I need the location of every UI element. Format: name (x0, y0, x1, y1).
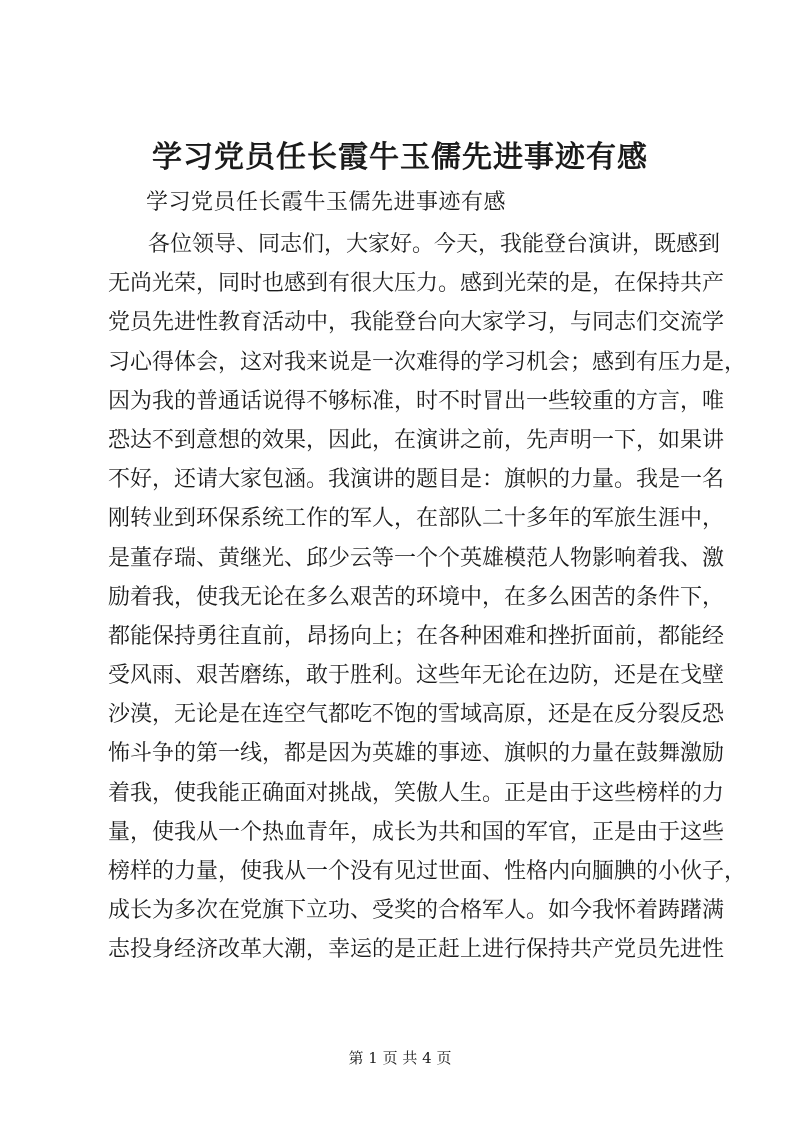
document-subtitle: 学习党员任长霞牛玉儒先进事迹有感 (146, 190, 507, 215)
text-line: 都能保持勇往直前，昂扬向上；在各种困难和挫折面前，都能经 (108, 623, 725, 649)
text-line: 是董存瑞、黄继光、邱少云等一个个英雄模范人物影响着我、激 (108, 545, 725, 571)
text-line: 着我，使我能正确面对挑战，笑傲人生。正是由于这些榜样的力 (108, 780, 725, 806)
text-line: 刚转业到环保系统工作的军人，在部队二十多年的军旅生涯中， (108, 506, 725, 532)
text-line: 不好，还请大家包涵。我演讲的题目是：旗帜的力量。我是一名 (108, 467, 725, 493)
text-line: 无尚光荣，同时也感到有很大压力。感到光荣的是，在保持共产 (108, 271, 725, 297)
text-line: 成长为多次在党旗下立功、受奖的合格军人。如今我怀着踌躇满 (108, 898, 725, 924)
text-line: 励着我，使我无论在多么艰苦的环境中，在多么困苦的条件下， (108, 584, 725, 610)
text-line: 因为我的普通话说得不够标准，时不时冒出一些较重的方言，唯 (108, 388, 725, 414)
text-line: 党员先进性教育活动中，我能登台向大家学习，与同志们交流学 (108, 310, 725, 336)
text-line: 量，使我从一个热血青年，成长为共和国的军官，正是由于这些 (108, 819, 725, 845)
document-title: 学习党员任长霞牛玉儒先进事迹有感 (152, 140, 648, 175)
text-line: 受风雨、艰苦磨练，敢于胜利。这些年无论在边防，还是在戈壁 (108, 663, 725, 689)
text-line: 各位领导、同志们，大家好。今天，我能登台演讲，既感到 (148, 232, 721, 257)
text-line: 沙漠，无论是在连空气都吃不饱的雪域高原，还是在反分裂反恐 (108, 702, 725, 728)
page-number-footer: 第 1 页 共 4 页 (348, 1049, 452, 1067)
text-line: 恐达不到意想的效果，因此，在演讲之前，先声明一下，如果讲 (108, 427, 725, 453)
body-paragraph (108, 225, 747, 970)
text-line: 志投身经济改革大潮，幸运的是正赶上进行保持共产党员先进性 (108, 937, 725, 963)
text-line: 榜样的力量，使我从一个没有见过世面、性格内向腼腆的小伙子， (108, 859, 747, 884)
text-line: 怖斗争的第一线，都是因为英雄的事迹、旗帜的力量在鼓舞激励 (108, 741, 725, 767)
text-line: 习心得体会，这对我来说是一次难得的学习机会；感到有压力是， (108, 349, 747, 375)
